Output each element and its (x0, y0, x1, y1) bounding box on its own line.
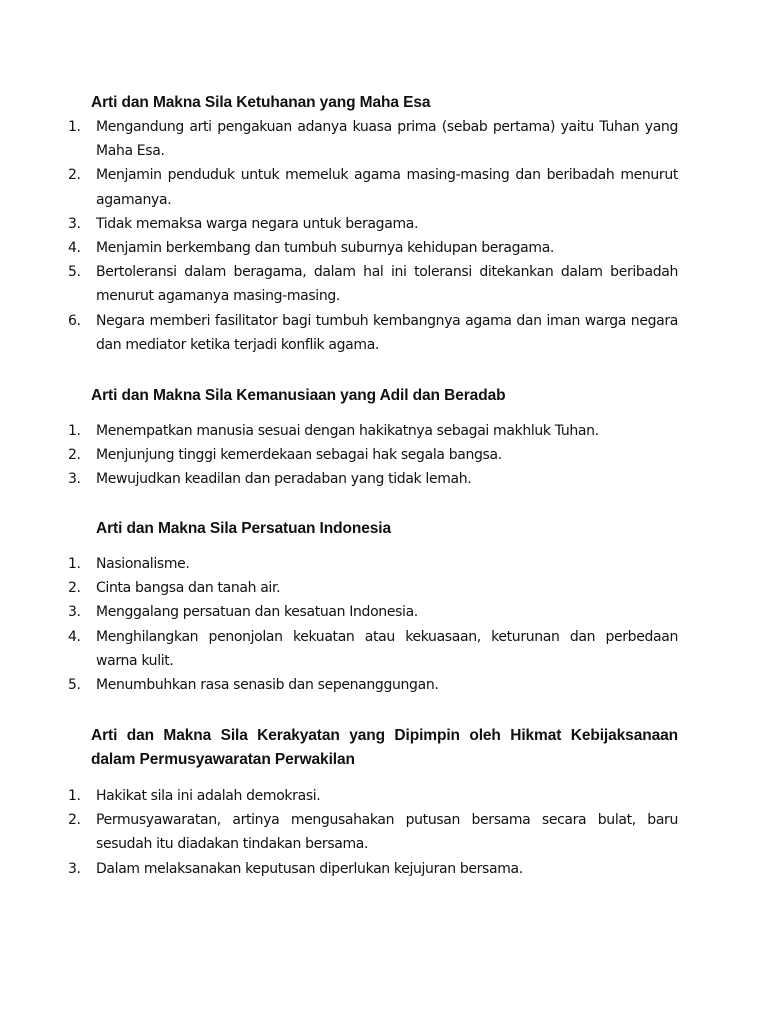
item-text: Mewujudkan keadilan dan peradaban yang tidak lemah. (96, 471, 472, 488)
item-number: 4. (68, 628, 81, 645)
item-text: Menghilangkan penonjolan kekuatan atau kekuasaan, keturunan dan perbedaan warna kulit. (96, 628, 678, 669)
list-item (68, 600, 678, 624)
list-item (68, 163, 678, 211)
list-item (68, 443, 678, 467)
item-text: Menjamin penduduk untuk memeluk agama masing-masing dan beribadah menurut agamanya. (96, 167, 678, 208)
list-item (68, 576, 678, 600)
item-text: Nasionalisme. (96, 556, 190, 572)
section-heading-ketuhanan: Arti dan Makna Sila Ketuhanan yang Maha Esa (91, 94, 431, 111)
item-text: Dalam melaksanakan keputusan diperlukan kejujuran bersama. (96, 860, 523, 877)
list-item (68, 309, 678, 357)
list-persatuan (68, 552, 678, 697)
item-number: 4. (68, 240, 81, 257)
item-text: Bertoleransi dalam beragama, dalam hal ini toleransi ditekankan dalam beribadah menurut agamanya masing-masing. (96, 264, 678, 305)
list-item (68, 857, 678, 881)
item-number: 1. (68, 423, 81, 439)
item-text: Menjunjung tinggi kemerdekaan sebagai hak segala bangsa. (96, 447, 502, 464)
list-item (68, 236, 678, 260)
section-heading-persatuan: Arti dan Makna Sila Persatuan Indonesia (96, 520, 391, 537)
item-number: 2. (68, 167, 81, 184)
section-heading-kemanusiaan: Arti dan Makna Sila Kemanusiaan yang Adil dan Beradab (91, 387, 506, 404)
item-number: 5. (68, 264, 81, 281)
item-number: 2. (68, 812, 81, 829)
item-number: 5. (68, 677, 81, 694)
list-item (68, 467, 678, 491)
item-number: 2. (68, 580, 81, 597)
item-number: 1. (68, 556, 81, 572)
item-number: 3. (68, 215, 81, 232)
list-item (68, 552, 678, 576)
item-text: Menggalang persatuan dan kesatuan Indonesia. (96, 604, 418, 621)
item-text: Permusyawaratan, artinya mengusahakan putusan bersama secara bulat, baru sesudah itu diadakan tindakan bersama. (96, 812, 678, 853)
list-item (68, 115, 678, 163)
list-kerakyatan (68, 784, 678, 881)
item-number: 3. (68, 604, 81, 621)
item-text: Negara memberi fasilitator bagi tumbuh kembangnya agama dan iman warga negara dan mediator ketika terjadi konflik agama. (96, 312, 678, 353)
item-number: 6. (68, 312, 81, 329)
list-kemanusiaan (68, 419, 678, 492)
item-number: 3. (68, 471, 81, 488)
item-text: Menjamin berkembang dan tumbuh suburnya kehidupan beragama. (96, 240, 555, 257)
list-ketuhanan (68, 115, 678, 357)
item-text: Cinta bangsa dan tanah air. (96, 580, 281, 597)
item-number: 2. (68, 447, 81, 464)
list-item (68, 808, 678, 856)
list-item (68, 784, 678, 808)
item-number: 1. (68, 788, 81, 804)
item-text: Tidak memaksa warga negara untuk beragama. (96, 215, 419, 232)
list-item (68, 673, 678, 697)
item-text: Hakikat sila ini adalah demokrasi. (96, 788, 321, 804)
list-item (68, 260, 678, 308)
list-item (68, 625, 678, 673)
list-item (68, 419, 678, 443)
item-number: 1. (68, 119, 81, 135)
item-number: 3. (68, 860, 81, 877)
section-heading-kerakyatan: Arti dan Makna Sila Kerakyatan yang Dipimpin oleh Hikmat Kebijaksanaan dalam Permusyawaratan Perwakilan (91, 727, 678, 768)
item-text: Mengandung arti pengakuan adanya kuasa prima (sebab pertama) yaitu Tuhan yang Maha Esa. (96, 119, 678, 160)
item-text: Menumbuhkan rasa senasib dan sepenanggungan. (96, 677, 439, 694)
item-text: Menempatkan manusia sesuai dengan hakikatnya sebagai makhluk Tuhan. (96, 423, 599, 439)
list-item (68, 212, 678, 236)
